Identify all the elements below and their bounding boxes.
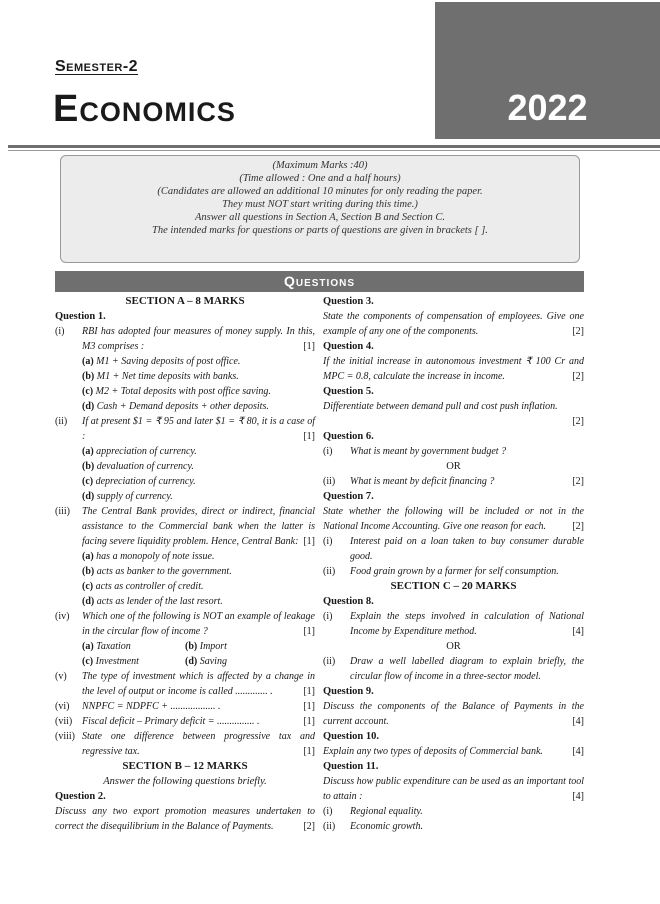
option: (a) appreciation of currency. xyxy=(82,446,197,457)
section-b-title: SECTION B – 12 MARKS xyxy=(122,760,248,772)
question-4-text: If the initial increase in autonomous investment ₹ 100 Cr and MPC = 0.8, calculate the increase in income. [2] xyxy=(323,356,584,382)
instruction-line: (Maximum Marks :40) xyxy=(272,160,368,171)
divider xyxy=(8,145,660,148)
semester-label: Semester-2 xyxy=(55,58,139,75)
instruction-line: (Candidates are allowed an additional 10 minutes for only reading the paper. xyxy=(157,186,483,197)
option: (d) supply of currency. xyxy=(82,491,173,502)
question-5-text: Differentiate between demand pull and cost push inflation. [2] xyxy=(323,401,584,427)
question-1-viii: (viii) State one difference between progressive tax and regressive tax. [1] xyxy=(55,731,315,757)
question-1-i: (i) RBI has adopted four measures of money supply. In this, M3 comprises : [1] xyxy=(55,326,315,352)
question-9-heading: Question 9. xyxy=(323,686,374,697)
section-b-subtitle: Answer the following questions briefly. xyxy=(103,776,267,787)
option: (b) Import xyxy=(185,641,227,652)
question-10-text: Explain any two types of deposits of Commercial bank. [4] xyxy=(323,746,584,757)
option: (b) devaluation of currency. xyxy=(82,461,194,472)
question-11-text: Discuss how public expenditure can be used as an important tool to attain : [4] xyxy=(323,776,584,802)
question-7-i: (i) Interest paid on a loan taken to buy consumer durable good. xyxy=(323,536,584,562)
question-7-text: State whether the following will be included or not in the National Income Accounting. Give one reason for each. [2] xyxy=(323,506,584,532)
question-5-heading: Question 5. xyxy=(323,386,374,397)
question-3-heading: Question 3. xyxy=(323,296,374,307)
subject-title: Economics xyxy=(53,88,236,130)
question-11-heading: Question 11. xyxy=(323,761,379,772)
question-7-heading: Question 7. xyxy=(323,491,374,502)
question-6-ii: (ii) What is meant by deficit financing ? [2] xyxy=(323,476,584,487)
question-9-text: Discuss the components of the Balance of Payments in the current account. [4] xyxy=(323,701,584,727)
option: (d) acts as lender of the last resort. xyxy=(82,596,223,607)
question-1-vii: (vii) Fiscal deficit – Primary deficit = ............... . [1] xyxy=(55,716,315,727)
question-11-i: (i) Regional equality. xyxy=(323,806,423,817)
question-2-text: Discuss any two export promotion measures undertaken to correct the disequilibrium in the Balance of Payments. [2] xyxy=(55,806,315,832)
or-divider: OR xyxy=(446,461,461,472)
question-1-heading: Question 1. xyxy=(55,311,106,322)
question-4-heading: Question 4. xyxy=(323,341,374,352)
section-c-title: SECTION C – 20 MARKS xyxy=(390,580,517,592)
option: (b) acts as banker to the government. xyxy=(82,566,232,577)
right-column xyxy=(323,294,584,834)
section-a-title: SECTION A – 8 MARKS xyxy=(125,295,245,307)
option: (b) M1 + Net time deposits with banks. xyxy=(82,371,239,382)
option: (a) Taxation xyxy=(82,641,131,652)
option: (c) depreciation of currency. xyxy=(82,476,196,487)
question-2-heading: Question 2. xyxy=(55,791,106,802)
option: (a) has a monopoly of note issue. xyxy=(82,551,215,562)
option: (d) Cash + Demand deposits + other deposits. xyxy=(82,401,269,412)
year-box xyxy=(435,2,660,139)
question-1-ii: (ii) If at present $1 = ₹ 95 and later $1 = ₹ 80, it is a case of : [1] xyxy=(55,416,315,442)
question-1-iii: (iii) The Central Bank provides, direct or indirect, financial assistance to the Commercial bank when the latter is facing severe liquidity problem. Hence, Central Bank: [1] xyxy=(55,506,315,547)
left-column xyxy=(55,294,315,834)
question-11-ii: (ii) Economic growth. xyxy=(323,821,423,832)
instruction-line: They must NOT start writing during this time.) xyxy=(222,199,418,210)
option-grid xyxy=(55,639,315,669)
question-8-heading: Question 8. xyxy=(323,596,374,607)
question-8-ii: (ii) Draw a well labelled diagram to explain briefly, the circular flow of income in a three-sector model. xyxy=(323,656,584,682)
instruction-line: Answer all questions in Section A, Section B and Section C. xyxy=(194,212,446,223)
instruction-line: The intended marks for questions or parts of questions are given in brackets [ ]. xyxy=(152,225,488,236)
option: (c) M2 + Total deposits with post office saving. xyxy=(82,386,271,397)
question-6-i: (i) What is meant by government budget ? xyxy=(323,446,507,457)
option: (a) M1 + Saving deposits of post office. xyxy=(82,356,241,367)
option: (c) acts as controller of credit. xyxy=(82,581,204,592)
option: (d) Saving xyxy=(185,656,227,667)
year-label: 2022 xyxy=(507,87,588,128)
instruction-line: (Time allowed : One and a half hours) xyxy=(239,173,401,184)
or-divider: OR xyxy=(446,641,461,652)
question-1-vi: (vi) NNPFC = NDPFC + .................. . [1] xyxy=(55,701,315,712)
question-1-iv: (iv) Which one of the following is NOT an example of leakage in the circular flow of income ? [1] xyxy=(55,611,315,637)
question-3-text: State the components of compensation of employees. Give one example of any one of the components. [2] xyxy=(323,311,584,337)
questions-bar: Questions xyxy=(55,271,584,292)
question-10-heading: Question 10. xyxy=(323,731,380,742)
question-1-v: (v) The type of investment which is affected by a change in the level of output or income is called ............. . [1] xyxy=(55,671,315,697)
instructions-box xyxy=(60,155,580,263)
question-8-i: (i) Explain the steps involved in calculation of National Income by Expenditure method. [4] xyxy=(323,611,584,637)
question-6-heading: Question 6. xyxy=(323,431,374,442)
divider-thin xyxy=(8,150,660,151)
question-7-ii: (ii) Food grain grown by a farmer for self consumption. xyxy=(323,566,559,577)
option: (c) Investment xyxy=(82,656,139,667)
